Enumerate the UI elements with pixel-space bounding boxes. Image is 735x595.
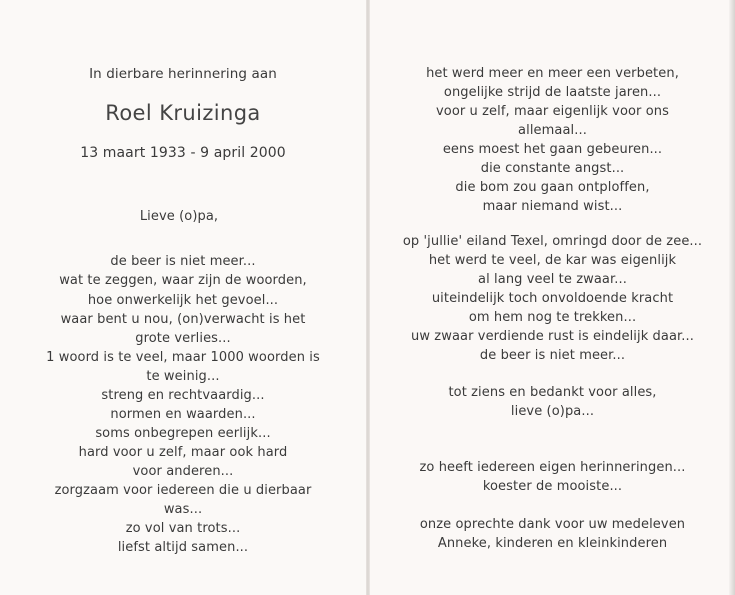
thank-you-line: onze oprechte dank voor uw medeleven: [419, 517, 686, 532]
poem-line: lieve (o)pa...: [510, 404, 595, 419]
poem-line: ongelijke strijd de laatste jaren...: [443, 85, 662, 100]
poem-line: uw zwaar verdiende rust is eindelijk daar...: [411, 329, 694, 344]
poem-line: liefst altijd samen...: [117, 540, 249, 555]
poem-line: eens moest het gaan gebeuren...: [442, 142, 663, 157]
poem-line: maar niemand wist...: [482, 199, 623, 214]
poem-line: allemaal...: [518, 123, 587, 138]
poem-line: voor anderen...: [132, 464, 234, 479]
poem-line: te weinig...: [146, 369, 220, 384]
right-page: [370, 0, 735, 595]
salutation: Lieve (o)pa,: [139, 209, 219, 224]
poem-line: de beer is niet meer...: [110, 254, 256, 269]
poem-line: 1 woord is te veel, maar 1000 woorden is: [46, 350, 320, 365]
deceased-name: Roel Kruizinga: [105, 101, 261, 125]
poem-line: waar bent u nou, (on)verwacht is het: [60, 312, 306, 327]
poem-line: normen en waarden...: [110, 407, 256, 422]
poem-line: om hem nog te trekken...: [468, 310, 637, 325]
poem-line: was...: [163, 502, 203, 517]
poem-line: voor u zelf, maar eigenlijk voor ons: [435, 104, 670, 119]
poem-line: op 'jullie' eiland Texel, omringd door de zee...: [402, 234, 703, 249]
family-signature: Anneke, kinderen en kleinkinderen: [437, 536, 668, 551]
poem-line: uiteindelijk toch onvoldoende kracht: [431, 291, 674, 306]
life-dates: 13 maart 1933 - 9 april 2000: [80, 145, 286, 161]
poem-line: die constante angst...: [480, 161, 625, 176]
poem-line: koester de mooiste...: [482, 479, 623, 494]
left-page: [0, 0, 366, 595]
poem-line: die bom zou gaan ontploffen,: [455, 180, 650, 195]
poem-line: wat te zeggen, waar zijn de woorden,: [59, 273, 307, 288]
poem-line: hoe onwerkelijk het gevoel...: [87, 293, 279, 308]
poem-line: al lang veel te zwaar...: [478, 272, 627, 287]
poem-line: de beer is niet meer...: [479, 348, 626, 363]
poem-line: grote verlies...: [135, 331, 231, 346]
dedication-header: In dierbare herinnering aan: [89, 66, 277, 82]
poem-line: soms onbegrepen eerlijk...: [95, 426, 271, 441]
poem-line: zorgzaam voor iedereen die u dierbaar: [54, 483, 312, 498]
poem-line: zo heeft iedereen eigen herinneringen...: [419, 460, 686, 475]
poem-line: streng en rechtvaardig...: [101, 388, 265, 403]
poem-line: tot ziens en bedankt voor alles,: [448, 385, 657, 400]
poem-line: hard voor u zelf, maar ook hard: [78, 445, 288, 460]
poem-line: zo vol van trots...: [125, 521, 241, 536]
poem-line: het werd te veel, de kar was eigenlijk: [428, 253, 677, 268]
poem-line: het werd meer en meer een verbeten,: [426, 66, 679, 81]
card-edge-shadow: [729, 0, 735, 595]
